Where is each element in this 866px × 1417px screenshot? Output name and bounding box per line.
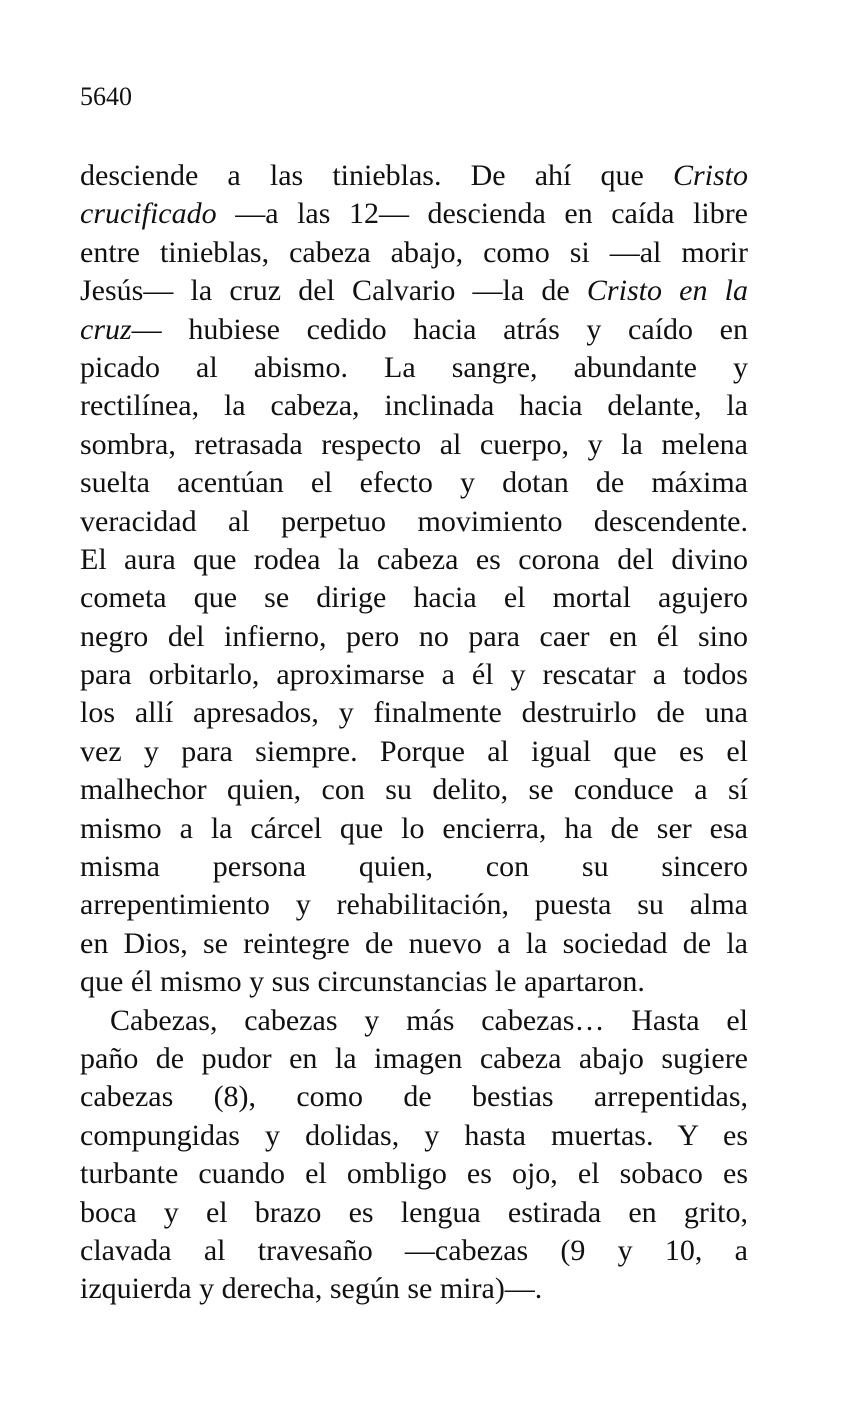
text-line: [80, 963, 748, 1001]
page-number: 5640: [80, 82, 132, 111]
text-line: [80, 1155, 748, 1193]
text-line: [80, 771, 748, 809]
text-run: malhechor quien, con su delito, se conduce a sí: [80, 773, 748, 807]
italic-text: crucificado: [80, 197, 217, 231]
text-line: [80, 925, 748, 963]
text-line: [80, 1194, 748, 1232]
text-line: [80, 1232, 748, 1270]
text-line: [80, 503, 748, 541]
text-line: [80, 886, 748, 924]
text-line: [80, 464, 748, 502]
text-line: [80, 1270, 748, 1308]
text-run: cometa que se dirige hacia el mortal agujero: [80, 581, 748, 615]
text-run: arrepentimiento y rehabilitación, puesta su alma: [80, 888, 748, 922]
text-run: picado al abismo. La sangre, abundante y: [80, 350, 748, 384]
text-line: [80, 579, 748, 617]
text-run: en Dios, se reintegre de nuevo a la sociedad de la: [80, 926, 748, 960]
text-run: vez y para siempre. Porque al igual que es el: [80, 734, 748, 768]
text-line: [80, 618, 748, 656]
italic-text: Cristo en la: [586, 274, 748, 308]
text-run: misma persona quien, con su sincero: [80, 850, 748, 884]
text-run: Cabezas, cabezas y más cabezas… Hasta el: [110, 1003, 748, 1037]
text-line: [80, 157, 748, 195]
italic-text: Cristo: [672, 159, 748, 192]
paragraph: [80, 157, 748, 1002]
text-line: [80, 694, 748, 732]
text-run: desciende a las tinieblas. De ahí que: [80, 159, 673, 192]
text-line: [80, 656, 748, 694]
text-line: [80, 426, 748, 464]
text-run: compungidas y dolidas, y hasta muertas. Y es: [80, 1118, 748, 1152]
text-run: para orbitarlo, aproximarse a él y rescatar a todos: [80, 658, 748, 692]
text-run: paño de pudor en la imagen cabeza abajo sugiere: [80, 1041, 748, 1075]
text-line: [80, 733, 748, 771]
text-run: turbante cuando el ombligo es ojo, el sobaco es: [80, 1157, 748, 1191]
text-run: — hubiese cedido hacia atrás y caído en: [131, 312, 748, 346]
text-run: suelta acentúan el efecto y dotan de máxima: [80, 466, 748, 500]
text-line: [80, 541, 748, 579]
text-line: [80, 1040, 748, 1078]
text-line: [80, 1078, 748, 1116]
text-run: que él mismo y sus circunstancias le apartaron.: [80, 965, 645, 999]
paragraph: [80, 1002, 748, 1309]
body-text: [80, 157, 748, 1309]
text-run: El aura que rodea la cabeza es corona del divino: [80, 542, 748, 576]
text-line: [80, 387, 748, 425]
text-line: [80, 1117, 748, 1155]
text-run: mismo a la cárcel que lo encierra, ha de ser esa: [80, 811, 748, 845]
text-line: [80, 810, 748, 848]
text-run: negro del infierno, pero no para caer en él sino: [80, 619, 748, 653]
text-run: clavada al travesaño —cabezas (9 y 10, a: [80, 1233, 748, 1267]
text-line: [80, 1002, 748, 1040]
text-line: [80, 272, 748, 310]
text-run: boca y el brazo es lengua estirada en grito,: [80, 1195, 748, 1229]
italic-text: cruz: [80, 312, 132, 346]
text-run: entre tinieblas, cabeza abajo, como si —al morir: [80, 235, 748, 269]
text-run: —a las 12— descienda en caída libre: [216, 197, 748, 231]
text-run: Jesús— la cruz del Calvario —la de: [80, 274, 587, 308]
text-run: veracidad al perpetuo movimiento descendente.: [80, 504, 748, 538]
text-run: los allí apresados, y finalmente destruirlo de una: [80, 696, 748, 730]
text-run: rectilínea, la cabeza, inclinada hacia delante, la: [80, 389, 748, 423]
text-line: [80, 311, 748, 349]
text-run: cabezas (8), como de bestias arrepentidas,: [80, 1080, 748, 1114]
text-line: [80, 195, 748, 233]
text-run: izquierda y derecha, según se mira)—.: [80, 1272, 543, 1306]
text-line: [80, 234, 748, 272]
text-line: [80, 349, 748, 387]
text-line: [80, 848, 748, 886]
text-run: sombra, retrasada respecto al cuerpo, y la melena: [80, 427, 748, 461]
